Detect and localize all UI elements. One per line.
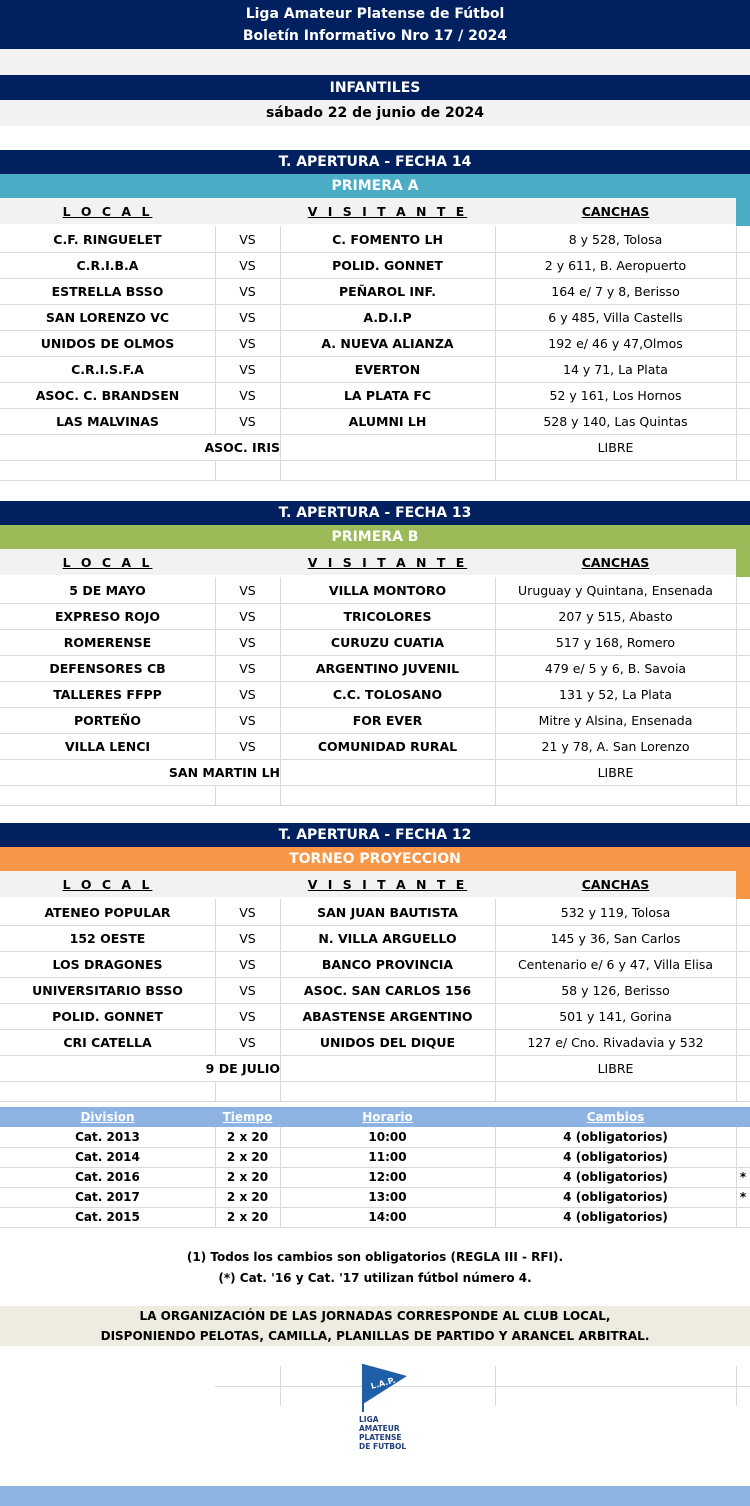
category-title: INFANTILES bbox=[0, 75, 750, 100]
match-row bbox=[0, 278, 750, 305]
schedule-horario: 12:00 bbox=[280, 1167, 496, 1187]
visiting-team: ABASTENSE ARGENTINO bbox=[280, 1003, 496, 1029]
match-row bbox=[0, 1003, 750, 1030]
note-ball: (*) Cat. '16 y Cat. '17 utilizan fútbol número 4. bbox=[218, 1271, 532, 1285]
fecha-title: T. APERTURA - FECHA 13 bbox=[0, 501, 750, 525]
match-row bbox=[0, 707, 750, 734]
visiting-team: C.C. TOLOSANO bbox=[280, 681, 496, 707]
schedule-division: Cat. 2014 bbox=[0, 1147, 216, 1167]
visiting-team: CURUZU CUATIA bbox=[280, 629, 496, 655]
visiting-team: PEÑAROL INF. bbox=[280, 278, 496, 304]
match-row bbox=[0, 226, 750, 253]
schedule-cambios: 4 (obligatorios) bbox=[495, 1127, 737, 1147]
schedule-horario: 13:00 bbox=[280, 1187, 496, 1207]
fecha-title: T. APERTURA - FECHA 12 bbox=[0, 823, 750, 847]
schedule-header bbox=[0, 1107, 750, 1127]
venue: Uruguay y Quintana, Ensenada bbox=[495, 577, 737, 603]
header-local: L O C A L bbox=[62, 203, 153, 219]
local-team: EXPRESO ROJO bbox=[0, 603, 216, 629]
visiting-team: A. NUEVA ALIANZA bbox=[280, 330, 496, 356]
match-row bbox=[0, 577, 750, 604]
local-team: ROMERENSE bbox=[0, 629, 216, 655]
column-header-row bbox=[0, 198, 736, 224]
venue: 14 y 71, La Plata bbox=[495, 356, 737, 382]
match-row bbox=[0, 252, 750, 279]
visiting-team: FOR EVER bbox=[280, 707, 496, 733]
local-team: CRI CATELLA bbox=[0, 1029, 216, 1055]
logo-line: DE FUTBOL bbox=[359, 1442, 407, 1451]
grid-line bbox=[495, 1366, 496, 1406]
local-team: LAS MALVINAS bbox=[0, 408, 216, 434]
venue: 164 e/ 7 y 8, Berisso bbox=[495, 278, 737, 304]
schedule-note-mark: * bbox=[736, 1167, 750, 1187]
visiting-team: COMUNIDAD RURAL bbox=[280, 733, 496, 759]
schedule-note-mark bbox=[736, 1147, 750, 1167]
vs-label: VS bbox=[215, 629, 281, 655]
visiting-team: N. VILLA ARGUELLO bbox=[280, 925, 496, 951]
venue: 8 y 528, Tolosa bbox=[495, 226, 737, 252]
header-local: L O C A L bbox=[62, 554, 153, 570]
organization-notice bbox=[0, 1306, 750, 1346]
notice-line-1: LA ORGANIZACIÓN DE LAS JORNADAS CORRESPONDE AL CLUB LOCAL, bbox=[139, 1309, 611, 1323]
bulletin-number: Boletín Informativo Nro 17 / 2024 bbox=[242, 27, 508, 44]
venue: 6 y 485, Villa Castells bbox=[495, 304, 737, 330]
schedule-tiempo: 2 x 20 bbox=[215, 1147, 281, 1167]
header-visitante: V I S I T A N T E bbox=[307, 876, 468, 892]
schedule-tiempo: 2 x 20 bbox=[215, 1207, 281, 1227]
vs-label: VS bbox=[215, 977, 281, 1003]
visiting-team: UNIDOS DEL DIQUE bbox=[280, 1029, 496, 1055]
schedule-division: Cat. 2017 bbox=[0, 1187, 216, 1207]
grid-line bbox=[215, 1386, 750, 1387]
vs-label: VS bbox=[215, 899, 281, 925]
schedule-header-cambios: Cambios bbox=[586, 1110, 645, 1124]
visiting-team: VILLA MONTORO bbox=[280, 577, 496, 603]
match-row bbox=[0, 356, 750, 383]
match-row bbox=[0, 733, 750, 760]
local-team: UNIVERSITARIO BSSO bbox=[0, 977, 216, 1003]
vs-label: VS bbox=[215, 304, 281, 330]
local-team: PORTEÑO bbox=[0, 707, 216, 733]
venue: 517 y 168, Romero bbox=[495, 629, 737, 655]
fecha-title: T. APERTURA - FECHA 14 bbox=[0, 150, 750, 174]
match-row bbox=[0, 925, 750, 952]
local-team: LOS DRAGONES bbox=[0, 951, 216, 977]
schedule-horario: 10:00 bbox=[280, 1127, 496, 1147]
local-team: POLID. GONNET bbox=[0, 1003, 216, 1029]
libre-row bbox=[0, 434, 750, 461]
schedule-division: Cat. 2013 bbox=[0, 1127, 216, 1147]
schedule-note-mark bbox=[736, 1127, 750, 1147]
empty-cell bbox=[280, 1055, 496, 1081]
libre-team: ASOC. IRIS bbox=[0, 434, 281, 460]
schedule-division: Cat. 2016 bbox=[0, 1167, 216, 1187]
match-row bbox=[0, 977, 750, 1004]
empty-row bbox=[0, 460, 750, 481]
empty-cell bbox=[280, 759, 496, 785]
vs-label: VS bbox=[215, 577, 281, 603]
match-row bbox=[0, 655, 750, 682]
local-team: UNIDOS DE OLMOS bbox=[0, 330, 216, 356]
empty-row bbox=[0, 785, 750, 806]
match-row bbox=[0, 330, 750, 357]
schedule-row bbox=[0, 1207, 750, 1228]
logo-line: AMATEUR bbox=[359, 1424, 400, 1433]
venue: 2 y 611, B. Aeropuerto bbox=[495, 252, 737, 278]
match-row bbox=[0, 681, 750, 708]
visiting-team: C. FOMENTO LH bbox=[280, 226, 496, 252]
logo-line: LIGA bbox=[359, 1415, 379, 1424]
schedule-cambios: 4 (obligatorios) bbox=[495, 1167, 737, 1187]
local-team: VILLA LENCI bbox=[0, 733, 216, 759]
header-visitante: V I S I T A N T E bbox=[307, 554, 468, 570]
column-header-row bbox=[0, 871, 736, 897]
schedule-tiempo: 2 x 20 bbox=[215, 1167, 281, 1187]
notes bbox=[0, 1246, 750, 1290]
division-title: TORNEO PROYECCION bbox=[0, 847, 750, 871]
local-team: C.R.I.B.A bbox=[0, 252, 216, 278]
empty-row bbox=[0, 1081, 750, 1102]
match-row bbox=[0, 629, 750, 656]
schedule-note-mark: * bbox=[736, 1187, 750, 1207]
match-date: sábado 22 de junio de 2024 bbox=[0, 100, 750, 126]
schedule-cambios: 4 (obligatorios) bbox=[495, 1147, 737, 1167]
match-row bbox=[0, 304, 750, 331]
venue: 127 e/ Cno. Rivadavia y 532 bbox=[495, 1029, 737, 1055]
schedule-header-horario: Horario bbox=[362, 1110, 413, 1124]
division-side-accent bbox=[736, 549, 750, 577]
libre-label: LIBRE bbox=[495, 1055, 737, 1081]
libre-team: 9 DE JULIO bbox=[0, 1055, 281, 1081]
division-side-accent bbox=[736, 871, 750, 899]
local-team: ESTRELLA BSSO bbox=[0, 278, 216, 304]
flag-icon bbox=[355, 1362, 425, 1412]
schedule-header-division: Division bbox=[80, 1110, 135, 1124]
vs-label: VS bbox=[215, 226, 281, 252]
vs-label: VS bbox=[215, 382, 281, 408]
libre-label: LIBRE bbox=[495, 434, 737, 460]
local-team: TALLERES FFPP bbox=[0, 681, 216, 707]
logo-flag-text: L.A.P. bbox=[369, 1375, 397, 1391]
visiting-team: TRICOLORES bbox=[280, 603, 496, 629]
division-title: PRIMERA A bbox=[0, 174, 750, 198]
note-changes: (1) Todos los cambios son obligatorios (REGLA III - RFI). bbox=[186, 1250, 564, 1264]
schedule-note-mark bbox=[736, 1207, 750, 1227]
schedule-row bbox=[0, 1147, 750, 1168]
venue: 501 y 141, Gorina bbox=[495, 1003, 737, 1029]
local-team: 152 OESTE bbox=[0, 925, 216, 951]
match-row bbox=[0, 951, 750, 978]
venue: 21 y 78, A. San Lorenzo bbox=[495, 733, 737, 759]
header-local: L O C A L bbox=[62, 876, 153, 892]
local-team: ASOC. C. BRANDSEN bbox=[0, 382, 216, 408]
match-row bbox=[0, 382, 750, 409]
venue: 58 y 126, Berisso bbox=[495, 977, 737, 1003]
schedule-horario: 11:00 bbox=[280, 1147, 496, 1167]
local-team: SAN LORENZO VC bbox=[0, 304, 216, 330]
league-logo bbox=[355, 1362, 425, 1462]
libre-row bbox=[0, 759, 750, 786]
schedule-row bbox=[0, 1167, 750, 1188]
vs-label: VS bbox=[215, 1029, 281, 1055]
libre-team: SAN MARTIN LH bbox=[0, 759, 281, 785]
visiting-team: ASOC. SAN CARLOS 156 bbox=[280, 977, 496, 1003]
vs-label: VS bbox=[215, 408, 281, 434]
venue: 131 y 52, La Plata bbox=[495, 681, 737, 707]
local-team: DEFENSORES CB bbox=[0, 655, 216, 681]
schedule-row bbox=[0, 1127, 750, 1148]
venue: Mitre y Alsina, Ensenada bbox=[495, 707, 737, 733]
vs-label: VS bbox=[215, 707, 281, 733]
match-row bbox=[0, 899, 750, 926]
venue: 532 y 119, Tolosa bbox=[495, 899, 737, 925]
local-team: 5 DE MAYO bbox=[0, 577, 216, 603]
visiting-team: POLID. GONNET bbox=[280, 252, 496, 278]
schedule-tiempo: 2 x 20 bbox=[215, 1187, 281, 1207]
notice-line-2: DISPONIENDO PELOTAS, CAMILLA, PLANILLAS DE PARTIDO Y ARANCEL ARBITRAL. bbox=[100, 1329, 650, 1343]
grid-line bbox=[280, 1366, 281, 1406]
venue: 528 y 140, Las Quintas bbox=[495, 408, 737, 434]
vs-label: VS bbox=[215, 603, 281, 629]
spacer-row bbox=[0, 49, 750, 75]
match-row bbox=[0, 1029, 750, 1056]
league-name: Liga Amateur Platense de Fútbol bbox=[245, 5, 505, 22]
local-team: ATENEO POPULAR bbox=[0, 899, 216, 925]
header-canchas: CANCHAS bbox=[581, 203, 650, 219]
schedule-division: Cat. 2015 bbox=[0, 1207, 216, 1227]
vs-label: VS bbox=[215, 655, 281, 681]
venue: 52 y 161, Los Hornos bbox=[495, 382, 737, 408]
schedule-cambios: 4 (obligatorios) bbox=[495, 1207, 737, 1227]
grid-line bbox=[736, 1366, 737, 1406]
vs-label: VS bbox=[215, 278, 281, 304]
vs-label: VS bbox=[215, 1003, 281, 1029]
bulletin-header bbox=[0, 0, 750, 49]
schedule-tiempo: 2 x 20 bbox=[215, 1127, 281, 1147]
division-side-accent bbox=[736, 198, 750, 226]
local-team: C.F. RINGUELET bbox=[0, 226, 216, 252]
division-title: PRIMERA B bbox=[0, 525, 750, 549]
vs-label: VS bbox=[215, 681, 281, 707]
libre-label: LIBRE bbox=[495, 759, 737, 785]
visiting-team: BANCO PROVINCIA bbox=[280, 951, 496, 977]
venue: 479 e/ 5 y 6, B. Savoia bbox=[495, 655, 737, 681]
venue: 145 y 36, San Carlos bbox=[495, 925, 737, 951]
match-row bbox=[0, 408, 750, 435]
empty-cell bbox=[280, 434, 496, 460]
schedule-header-tiempo: Tiempo bbox=[222, 1110, 273, 1124]
venue: 207 y 515, Abasto bbox=[495, 603, 737, 629]
vs-label: VS bbox=[215, 951, 281, 977]
vs-label: VS bbox=[215, 252, 281, 278]
schedule-row bbox=[0, 1187, 750, 1208]
venue: Centenario e/ 6 y 47, Villa Elisa bbox=[495, 951, 737, 977]
visiting-team: LA PLATA FC bbox=[280, 382, 496, 408]
venue: 192 e/ 46 y 47,Olmos bbox=[495, 330, 737, 356]
vs-label: VS bbox=[215, 330, 281, 356]
column-header-row bbox=[0, 549, 736, 575]
libre-row bbox=[0, 1055, 750, 1082]
visiting-team: SAN JUAN BAUTISTA bbox=[280, 899, 496, 925]
vs-label: VS bbox=[215, 733, 281, 759]
visiting-team: ALUMNI LH bbox=[280, 408, 496, 434]
visiting-team: A.D.I.P bbox=[280, 304, 496, 330]
footer-bar bbox=[0, 1486, 750, 1506]
vs-label: VS bbox=[215, 356, 281, 382]
local-team: C.R.I.S.F.A bbox=[0, 356, 216, 382]
schedule-cambios: 4 (obligatorios) bbox=[495, 1187, 737, 1207]
schedule-horario: 14:00 bbox=[280, 1207, 496, 1227]
header-visitante: V I S I T A N T E bbox=[307, 203, 468, 219]
header-canchas: CANCHAS bbox=[581, 554, 650, 570]
vs-label: VS bbox=[215, 925, 281, 951]
match-row bbox=[0, 603, 750, 630]
visiting-team: ARGENTINO JUVENIL bbox=[280, 655, 496, 681]
header-canchas: CANCHAS bbox=[581, 876, 650, 892]
logo-line: PLATENSE bbox=[359, 1433, 402, 1442]
visiting-team: EVERTON bbox=[280, 356, 496, 382]
